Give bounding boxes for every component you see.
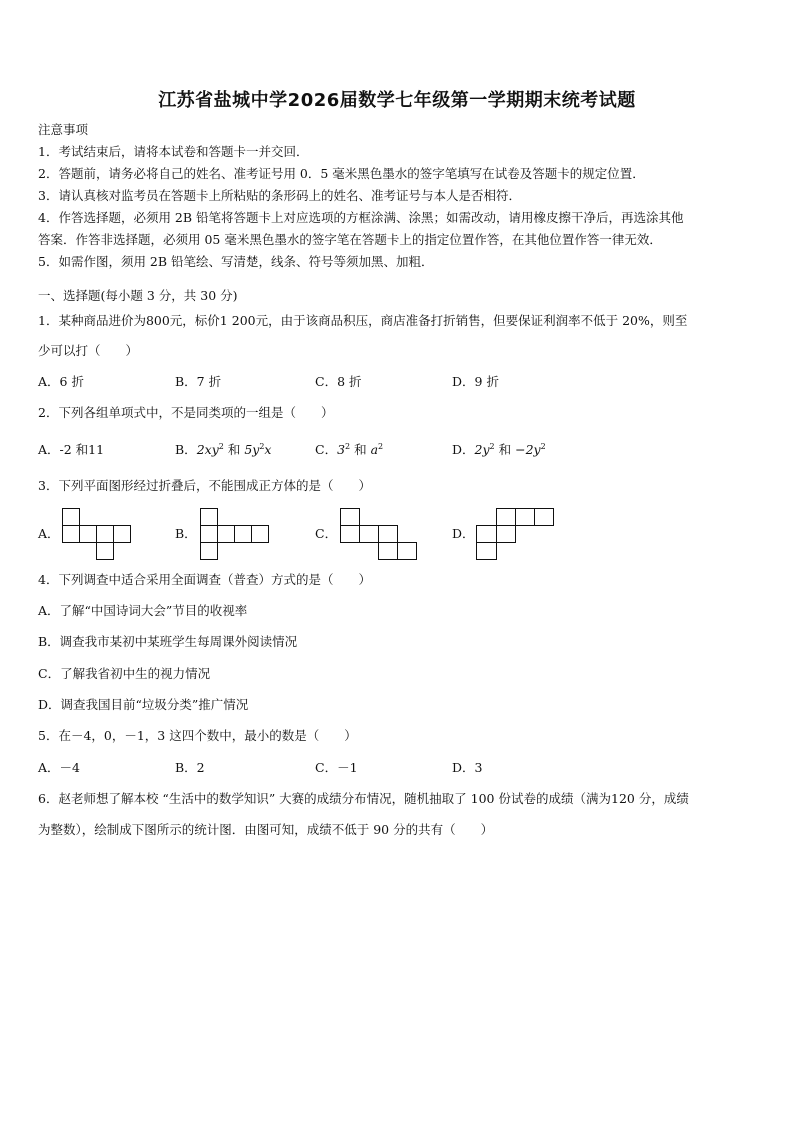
q2-b-exp1: 2 bbox=[218, 441, 224, 451]
q4-stem: 4．下列调查中适合采用全面调查（普查）方式的是（ ） bbox=[38, 572, 371, 587]
q3-option-c-label: C． bbox=[315, 526, 338, 541]
q2-option-b bbox=[175, 442, 271, 458]
q2-option-b-label: B． bbox=[175, 442, 197, 457]
q5-option-a: A．－4 bbox=[38, 760, 80, 775]
q1-option-a: A．6 折 bbox=[38, 374, 84, 389]
notice-item-2: 2．答题前，请务必将自己的姓名、准考证号用 0．5 毫米黑色墨水的签字笔填写在试卷及答题卡的规定位置． bbox=[38, 166, 645, 181]
q2-d-exp1: 2 bbox=[489, 441, 495, 451]
exam-title: 江苏省盐城中学2026届数学七年级第一学期期末统考试题 bbox=[158, 90, 636, 111]
q1-option-b: B．7 折 bbox=[175, 374, 222, 389]
q1-option-d: D．9 折 bbox=[452, 374, 499, 389]
q6-stem-line2: 为整数），绘制成下图所示的统计图．由图可知，成绩不低于 90 分的共有（ ） bbox=[38, 822, 494, 837]
q2-d-term1: 2y bbox=[474, 442, 490, 457]
section-heading: 一、选择题(每小题 3 分，共 30 分) bbox=[38, 288, 238, 303]
q2-c-and: 和 bbox=[350, 442, 371, 457]
q2-b-term2: 5y bbox=[244, 442, 260, 457]
q3-option-d-label: D． bbox=[452, 526, 475, 541]
q2-b-term2-tail: x bbox=[264, 442, 272, 457]
q1-stem-line2: 少可以打（ ） bbox=[38, 343, 139, 358]
q2-c-term1: 3 bbox=[337, 442, 346, 457]
q2-b-exp2: 2 bbox=[259, 441, 265, 451]
q2-d-and: 和 bbox=[494, 442, 516, 457]
q1-option-c: C．8 折 bbox=[315, 374, 362, 389]
q3-option-d-net bbox=[476, 508, 556, 560]
q4-option-b: B．调查我市某初中某班学生每周课外阅读情况 bbox=[38, 634, 298, 649]
q5-stem: 5．在－4，0，－1，3 这四个数中，最小的数是（ ） bbox=[38, 728, 357, 743]
q2-c-term2: a bbox=[370, 442, 379, 457]
q3-option-b-label: B． bbox=[175, 526, 197, 541]
q5-option-d: D．3 bbox=[452, 760, 483, 775]
q1-stem-line1: 1．某种商品进价为800元，标价1 200元，由于该商品积压，商店准备打折销售，但要保证利润率不低于 20%，则至 bbox=[38, 313, 688, 328]
notice-item-1: 1．考试结束后，请将本试卷和答题卡一并交回． bbox=[38, 144, 309, 159]
q2-option-d bbox=[452, 442, 546, 458]
notice-item-4: 4．作答选择题，必须用 2B 铅笔将答题卡上对应选项的方框涂满、涂黑；如需改动，请用橡皮擦干净后，再选涂其他 bbox=[38, 210, 684, 225]
q3-stem: 3．下列平面图形经过折叠后，不能围成正方体的是（ ） bbox=[38, 478, 371, 493]
notice-heading: 注意事项 bbox=[38, 122, 89, 137]
q3-option-a-net bbox=[62, 508, 132, 560]
notice-item-4-cont: 答案．作答非选择题，必须用 05 毫米黑色墨水的签字笔在答题卡上的指定位置作答，在其他位置作答一律无效． bbox=[38, 232, 662, 247]
q2-stem: 2．下列各组单项式中，不是同类项的一组是（ ） bbox=[38, 405, 334, 420]
q3-option-c-net bbox=[340, 508, 418, 560]
q2-option-a: A．-2 和11 bbox=[38, 442, 105, 457]
notice-item-5: 5．如需作图，须用 2B 铅笔绘、写清楚，线条、符号等须加黑、加粗． bbox=[38, 254, 434, 269]
q4-option-c: C．了解我省初中生的视力情况 bbox=[38, 666, 211, 681]
q6-stem-line1: 6．赵老师想了解本校 “生活中的数学知识” 大赛的成绩分布情况，随机抽取了 100 份试卷的成绩（满为120 分，成绩 bbox=[38, 791, 689, 806]
q4-option-d: D．调查我国目前“垃圾分类”推广情况 bbox=[38, 697, 249, 712]
notice-item-3: 3．请认真核对监考员在答题卡上所粘贴的条形码上的姓名、准考证号与本人是否相符． bbox=[38, 188, 521, 203]
q2-c-exp1: 2 bbox=[345, 441, 351, 451]
q3-option-a-label: A． bbox=[38, 526, 60, 541]
q5-option-b: B．2 bbox=[175, 760, 205, 775]
q4-option-a: A．了解“中国诗词大会”节目的收视率 bbox=[38, 603, 248, 618]
q2-d-term2: −2y bbox=[515, 442, 541, 457]
q2-d-exp2: 2 bbox=[540, 441, 546, 451]
q3-option-b-net bbox=[200, 508, 270, 560]
q2-option-c-label: C． bbox=[315, 442, 338, 457]
q2-option-c bbox=[315, 442, 383, 458]
q2-option-d-label: D． bbox=[452, 442, 475, 457]
q5-option-c: C．－1 bbox=[315, 760, 358, 775]
q2-c-exp2: 2 bbox=[378, 441, 384, 451]
q2-b-and: 和 bbox=[223, 442, 245, 457]
q2-b-term1: 2xy bbox=[196, 442, 219, 457]
